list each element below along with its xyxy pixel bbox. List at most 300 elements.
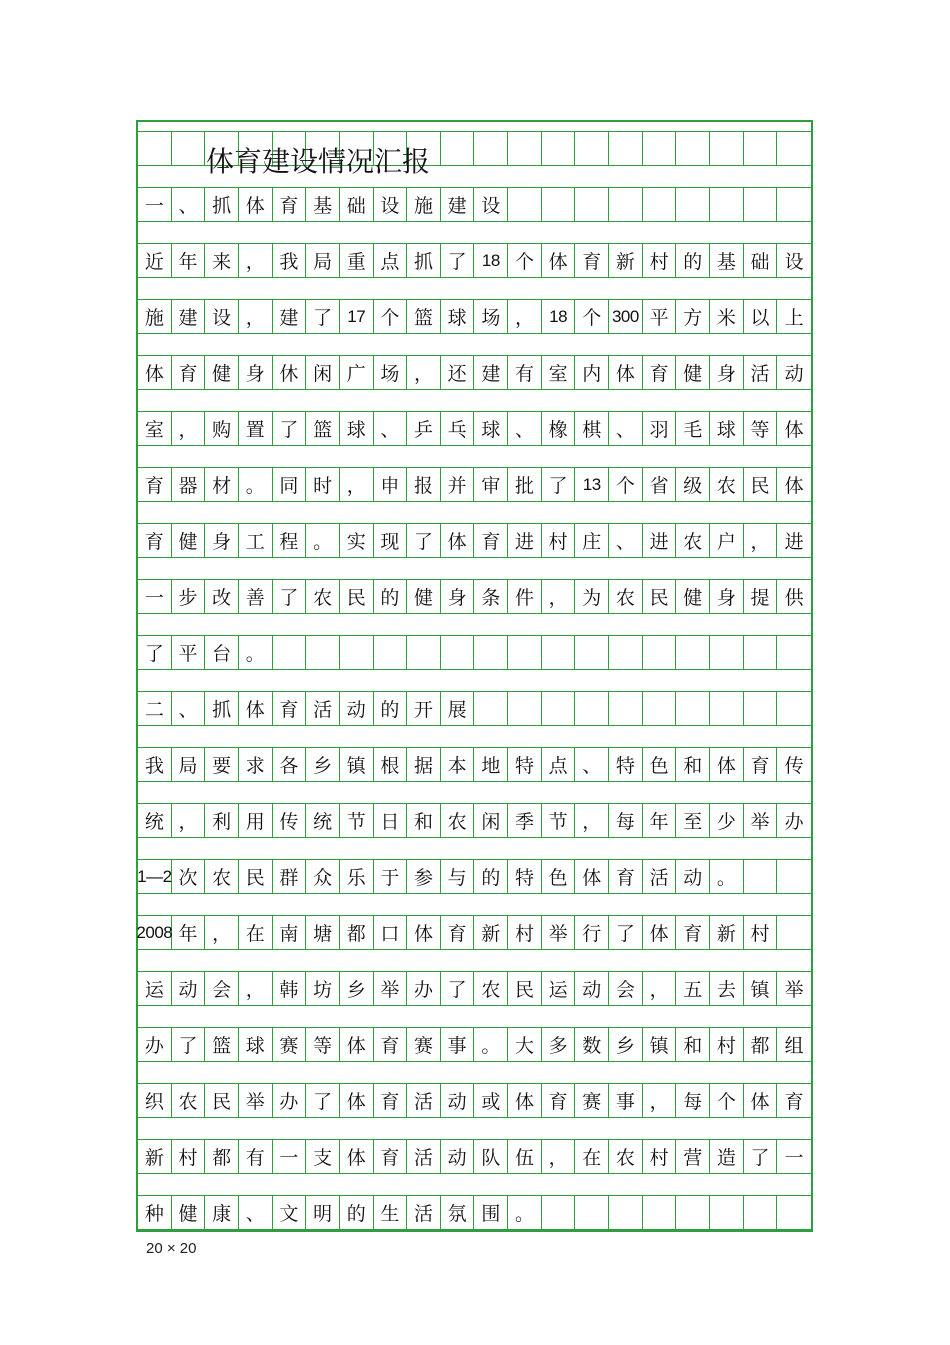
grid-gap-row bbox=[138, 1118, 811, 1140]
grid-cell: 村 bbox=[643, 244, 677, 277]
grid-cell: 础 bbox=[340, 188, 374, 221]
grid-cell bbox=[475, 636, 509, 669]
grid-cell: 动 bbox=[340, 692, 374, 725]
grid-cell: 根 bbox=[374, 748, 408, 781]
grid-cell bbox=[542, 188, 576, 221]
grid-cell bbox=[676, 1196, 710, 1229]
grid-cell: 了 bbox=[306, 1084, 340, 1117]
grid-cell: 有 bbox=[508, 356, 542, 389]
grid-cell: 等 bbox=[744, 412, 778, 445]
grid-cell: 要 bbox=[205, 748, 239, 781]
grid-cell: 的 bbox=[340, 1196, 374, 1229]
grid-cell bbox=[609, 188, 643, 221]
grid-cell: 育 bbox=[374, 1140, 408, 1173]
grid-gap-row bbox=[138, 122, 811, 132]
grid-cell: 种 bbox=[138, 1196, 172, 1229]
grid-cell: 传 bbox=[784, 755, 804, 777]
grid-cell: 了 bbox=[441, 244, 475, 277]
grid-cell: 办 bbox=[407, 972, 441, 1005]
grid-cell bbox=[575, 636, 609, 669]
grid-cell: 乡 bbox=[306, 748, 340, 781]
grid-cell: 设 bbox=[475, 188, 509, 221]
grid-cell: 运 bbox=[542, 972, 576, 1005]
grid-cell bbox=[777, 692, 811, 725]
grid-cell: 的 bbox=[374, 580, 408, 613]
grid-cell: 方 bbox=[676, 300, 710, 333]
grid-cell: 参 bbox=[407, 860, 441, 893]
grid-cell: 广 bbox=[340, 356, 374, 389]
grid-cell: 体 bbox=[710, 748, 744, 781]
grid-cell: 。 bbox=[239, 468, 273, 501]
grid-cell: 营 bbox=[676, 1140, 710, 1173]
grid-cell: 改 bbox=[205, 580, 239, 613]
grid-cell: 活 bbox=[306, 692, 340, 725]
grid-cell: 时 bbox=[306, 468, 340, 501]
grid-cell: 体 bbox=[508, 1084, 542, 1117]
grid-cell: ， bbox=[205, 916, 239, 949]
grid-cell: 赛 bbox=[575, 1084, 609, 1117]
grid-cell bbox=[609, 132, 643, 165]
grid-cell: 建 bbox=[441, 188, 475, 221]
grid-cell: 农 bbox=[676, 524, 710, 557]
grid-cell: 等 bbox=[306, 1028, 340, 1061]
grid-cell: 活 bbox=[744, 356, 778, 389]
grid-cell: 育 bbox=[374, 1028, 408, 1061]
grid-gap-row bbox=[138, 334, 811, 356]
grid-cell: 村 bbox=[172, 1140, 206, 1173]
grid-cell: 众 bbox=[306, 860, 340, 893]
grid-cell: 会 bbox=[609, 972, 643, 1005]
grid-cell: 1—2 bbox=[138, 860, 172, 893]
grid-cell: 点 bbox=[542, 748, 576, 781]
grid-cell: 特 bbox=[508, 860, 542, 893]
grid-gap-row bbox=[138, 1174, 811, 1196]
grid-cell: 育 bbox=[374, 1084, 408, 1117]
grid-cell: 设 bbox=[205, 300, 239, 333]
grid-cell: 抓 bbox=[205, 692, 239, 725]
grid-cell bbox=[138, 132, 172, 165]
grid-cell: ， bbox=[744, 524, 778, 557]
grid-cell: 动 bbox=[676, 860, 710, 893]
grid-cell: 了 bbox=[172, 1028, 206, 1061]
grid-cell: 条 bbox=[475, 580, 509, 613]
grid-cell bbox=[777, 188, 811, 221]
grid-gap-row bbox=[138, 502, 811, 524]
grid-cell: ， bbox=[643, 1084, 677, 1117]
grid-cell: 的 bbox=[676, 244, 710, 277]
grid-cell: ， bbox=[239, 972, 273, 1005]
grid-cell: 健 bbox=[676, 356, 710, 389]
grid-cell: ， bbox=[542, 1140, 576, 1173]
grid-cell: 同 bbox=[273, 468, 307, 501]
grid-cell: 18 bbox=[542, 300, 576, 333]
text-line-row bbox=[138, 692, 811, 726]
grid-cell: ， bbox=[508, 300, 542, 333]
grid-cell: 动 bbox=[441, 1084, 475, 1117]
grid-cell bbox=[643, 636, 677, 669]
grid-cell: 有 bbox=[239, 1140, 273, 1173]
grid-cell: 动 bbox=[784, 363, 804, 385]
grid-cell: 实 bbox=[340, 524, 374, 557]
grid-cell: 活 bbox=[407, 1140, 441, 1173]
text-line-row bbox=[138, 300, 811, 334]
grid-cell: 育 bbox=[643, 356, 677, 389]
grid-cell: 篮 bbox=[205, 1028, 239, 1061]
grid-cell: 育 bbox=[784, 1091, 804, 1113]
grid-cell: 都 bbox=[744, 1028, 778, 1061]
grid-cell: 级 bbox=[676, 468, 710, 501]
grid-cell: 乐 bbox=[340, 860, 374, 893]
grid-cell: 年 bbox=[172, 244, 206, 277]
grid-cell: 农 bbox=[609, 1140, 643, 1173]
grid-cell: 闲 bbox=[475, 804, 509, 837]
grid-cell: 身 bbox=[710, 580, 744, 613]
grid-cell bbox=[710, 1196, 744, 1229]
grid-cell: 行 bbox=[575, 916, 609, 949]
grid-cell: 施 bbox=[138, 300, 172, 333]
grid-cell: 乒 bbox=[407, 412, 441, 445]
grid-cell: 室 bbox=[542, 356, 576, 389]
grid-gap-row bbox=[138, 446, 811, 468]
grid-cell: 育 bbox=[138, 524, 172, 557]
grid-cell: 米 bbox=[710, 300, 744, 333]
grid-cell bbox=[542, 636, 576, 669]
grid-cell: 年 bbox=[643, 804, 677, 837]
grid-cell: 都 bbox=[340, 916, 374, 949]
grid-cell: 体 bbox=[340, 1028, 374, 1061]
grid-cell: 各 bbox=[273, 748, 307, 781]
grid-cell: 于 bbox=[374, 860, 408, 893]
text-line-row bbox=[138, 1196, 811, 1230]
grid-cell: 体 bbox=[784, 419, 804, 441]
grid-cell: 现 bbox=[374, 524, 408, 557]
grid-cell bbox=[542, 132, 576, 165]
grid-cell: 批 bbox=[508, 468, 542, 501]
grid-cell: 善 bbox=[239, 580, 273, 613]
grid-cell: 事 bbox=[441, 1028, 475, 1061]
grid-cell: 村 bbox=[508, 916, 542, 949]
grid-cell: 体 bbox=[138, 356, 172, 389]
grid-cell: 了 bbox=[273, 412, 307, 445]
grid-cell: 身 bbox=[441, 580, 475, 613]
grid-cell: 至 bbox=[676, 804, 710, 837]
title-row bbox=[138, 132, 811, 178]
grid-gap-row bbox=[138, 222, 811, 244]
grid-cell: 设 bbox=[374, 188, 408, 221]
grid-cell bbox=[575, 188, 609, 221]
grid-cell: 二 bbox=[138, 692, 172, 725]
grid-cell: 了 bbox=[138, 636, 172, 669]
grid-cell: 支 bbox=[306, 1140, 340, 1173]
grid-cell: 。 bbox=[306, 524, 340, 557]
text-line-row bbox=[138, 972, 811, 1006]
grid-cell: 健 bbox=[172, 1196, 206, 1229]
grid-cell: 还 bbox=[441, 356, 475, 389]
grid-cell: 步 bbox=[172, 580, 206, 613]
grid-cell: 大 bbox=[508, 1028, 542, 1061]
grid-cell bbox=[643, 188, 677, 221]
grid-cell: 、 bbox=[172, 692, 206, 725]
grid-cell: 新 bbox=[609, 244, 643, 277]
grid-cell: 乡 bbox=[340, 972, 374, 1005]
grid-cell: 18 bbox=[475, 244, 509, 277]
grid-cell: 抓 bbox=[205, 188, 239, 221]
grid-cell: 器 bbox=[172, 468, 206, 501]
grid-cell: 近 bbox=[138, 244, 172, 277]
grid-cell bbox=[744, 1196, 778, 1229]
grid-gap-row bbox=[138, 894, 811, 916]
grid-cell: 建 bbox=[172, 300, 206, 333]
grid-cell: 个 bbox=[508, 244, 542, 277]
grid-cell: 据 bbox=[407, 748, 441, 781]
grid-cell: 球 bbox=[710, 412, 744, 445]
grid-cell: 的 bbox=[475, 860, 509, 893]
text-line-row bbox=[138, 524, 811, 558]
grid-cell bbox=[508, 636, 542, 669]
grid-cell: 了 bbox=[441, 972, 475, 1005]
grid-cell: 韩 bbox=[273, 972, 307, 1005]
grid-cell bbox=[676, 692, 710, 725]
grid-cell: 生 bbox=[374, 1196, 408, 1229]
grid-cell bbox=[542, 692, 576, 725]
grid-cell: 。 bbox=[239, 636, 273, 669]
grid-cell: 活 bbox=[643, 860, 677, 893]
grid-cell: ， bbox=[172, 412, 206, 445]
manuscript-grid-sheet bbox=[136, 120, 813, 1232]
grid-cell: 场 bbox=[374, 356, 408, 389]
grid-cell: 求 bbox=[239, 748, 273, 781]
grid-cell: 健 bbox=[172, 524, 206, 557]
grid-cell: 传 bbox=[273, 804, 307, 837]
grid-cell: 举 bbox=[784, 979, 804, 1001]
grid-cell: 、 bbox=[508, 412, 542, 445]
grid-cell bbox=[542, 1196, 576, 1229]
grid-cell: 球 bbox=[441, 300, 475, 333]
grid-cell: 伍 bbox=[508, 1140, 542, 1173]
grid-cell: 去 bbox=[710, 972, 744, 1005]
grid-cell: 办 bbox=[273, 1084, 307, 1117]
grid-cell: 育 bbox=[542, 1084, 576, 1117]
grid-cell bbox=[744, 188, 778, 221]
grid-cell: 、 bbox=[609, 524, 643, 557]
grid-cell bbox=[475, 692, 509, 725]
grid-cell: 口 bbox=[374, 916, 408, 949]
grid-cell: 育 bbox=[676, 916, 710, 949]
text-line-row bbox=[138, 356, 811, 390]
grid-cell: 点 bbox=[374, 244, 408, 277]
grid-cell bbox=[777, 860, 811, 893]
grid-gap-row bbox=[138, 1006, 811, 1028]
grid-gap-row bbox=[138, 558, 811, 580]
grid-cell: 赛 bbox=[273, 1028, 307, 1061]
grid-cell: 在 bbox=[575, 1140, 609, 1173]
grid-cell: 以 bbox=[744, 300, 778, 333]
grid-cell: 球 bbox=[475, 412, 509, 445]
grid-cell: 文 bbox=[273, 1196, 307, 1229]
grid-cell: ， bbox=[239, 300, 273, 333]
grid-cell: 体 bbox=[784, 475, 804, 497]
grid-cell: 闲 bbox=[306, 356, 340, 389]
grid-cell: 了 bbox=[744, 1140, 778, 1173]
grid-cell: 村 bbox=[744, 916, 778, 949]
grid-cell: 。 bbox=[710, 860, 744, 893]
text-line-row bbox=[138, 1140, 811, 1174]
grid-cell: 办 bbox=[138, 1028, 172, 1061]
grid-cell: 300 bbox=[609, 300, 643, 333]
grid-cell: 举 bbox=[744, 804, 778, 837]
grid-cell bbox=[676, 132, 710, 165]
grid-cell: 动 bbox=[441, 1140, 475, 1173]
grid-cell: 身 bbox=[239, 356, 273, 389]
grid-cell: 、 bbox=[172, 188, 206, 221]
grid-cell: 平 bbox=[172, 636, 206, 669]
grid-cell: 场 bbox=[475, 300, 509, 333]
grid-cell: 育 bbox=[273, 692, 307, 725]
grid-cell: 局 bbox=[306, 244, 340, 277]
grid-cell: 日 bbox=[374, 804, 408, 837]
grid-cell: 、 bbox=[575, 748, 609, 781]
grid-cell: 办 bbox=[784, 811, 804, 833]
grid-cell: 我 bbox=[138, 748, 172, 781]
grid-cell: 13 bbox=[575, 468, 609, 501]
grid-cell: 育 bbox=[273, 188, 307, 221]
grid-cell: 体 bbox=[407, 916, 441, 949]
grid-cell bbox=[710, 636, 744, 669]
grid-cell: ， bbox=[542, 580, 576, 613]
grid-cell: 工 bbox=[239, 524, 273, 557]
grid-cell: 的 bbox=[374, 692, 408, 725]
grid-cell: 篮 bbox=[407, 300, 441, 333]
grid-cell: 事 bbox=[609, 1084, 643, 1117]
grid-cell bbox=[744, 636, 778, 669]
grid-gap-row bbox=[138, 1062, 811, 1084]
grid-cell: 和 bbox=[676, 748, 710, 781]
grid-cell: 建 bbox=[273, 300, 307, 333]
grid-cell: 村 bbox=[710, 1028, 744, 1061]
grid-cell: 农 bbox=[205, 860, 239, 893]
grid-cell: 围 bbox=[475, 1196, 509, 1229]
grid-cell: 重 bbox=[340, 244, 374, 277]
grid-cell: 举 bbox=[374, 972, 408, 1005]
grid-cell bbox=[340, 636, 374, 669]
grid-cell: 个 bbox=[575, 300, 609, 333]
grid-cell bbox=[273, 636, 307, 669]
grid-cell: 审 bbox=[475, 468, 509, 501]
grid-cell: 次 bbox=[172, 860, 206, 893]
grid-cell: 本 bbox=[441, 748, 475, 781]
grid-gap-row bbox=[138, 614, 811, 636]
grid-cell: 季 bbox=[508, 804, 542, 837]
grid-cell: 开 bbox=[407, 692, 441, 725]
grid-cell: 镇 bbox=[643, 1028, 677, 1061]
grid-cell: 程 bbox=[273, 524, 307, 557]
grid-cell: 特 bbox=[508, 748, 542, 781]
text-line-row bbox=[138, 636, 811, 670]
grid-cell: 体 bbox=[744, 1084, 778, 1117]
grid-cell: 件 bbox=[508, 580, 542, 613]
grid-cell bbox=[643, 1196, 677, 1229]
grid-size-label: 20 × 20 bbox=[146, 1240, 197, 1257]
grid-cell bbox=[676, 636, 710, 669]
grid-cell: 一 bbox=[273, 1140, 307, 1173]
grid-cell: 民 bbox=[643, 580, 677, 613]
grid-cell: 体 bbox=[239, 692, 273, 725]
grid-cell: 体 bbox=[609, 356, 643, 389]
grid-cell: 康 bbox=[205, 1196, 239, 1229]
grid-cell: 、 bbox=[609, 412, 643, 445]
grid-cell: 为 bbox=[575, 580, 609, 613]
text-line-row bbox=[138, 748, 811, 782]
grid-cell: 新 bbox=[710, 916, 744, 949]
grid-cell: 农 bbox=[172, 1084, 206, 1117]
grid-cell: 了 bbox=[306, 300, 340, 333]
grid-cell: 橡 bbox=[542, 412, 576, 445]
grid-cell: 省 bbox=[643, 468, 677, 501]
grid-cell: 平 bbox=[643, 300, 677, 333]
grid-cell: 体 bbox=[239, 188, 273, 221]
text-line-row bbox=[138, 916, 811, 950]
grid-cell: 赛 bbox=[407, 1028, 441, 1061]
grid-cell bbox=[374, 636, 408, 669]
grid-cell bbox=[575, 132, 609, 165]
grid-cell: 运 bbox=[138, 972, 172, 1005]
grid-cell: 施 bbox=[407, 188, 441, 221]
grid-cell: 购 bbox=[205, 412, 239, 445]
grid-cell: 体 bbox=[340, 1140, 374, 1173]
grid-cell: 。 bbox=[475, 1028, 509, 1061]
grid-cell: 数 bbox=[575, 1028, 609, 1061]
grid-cell bbox=[508, 692, 542, 725]
grid-cell: 每 bbox=[609, 804, 643, 837]
grid-cell: 地 bbox=[475, 748, 509, 781]
grid-cell: 体 bbox=[643, 916, 677, 949]
grid-cell: 建 bbox=[475, 356, 509, 389]
grid-cell: 镇 bbox=[340, 748, 374, 781]
grid-cell: 进 bbox=[643, 524, 677, 557]
grid-cell bbox=[777, 636, 811, 669]
grid-cell: 球 bbox=[340, 412, 374, 445]
text-line-row bbox=[138, 412, 811, 446]
grid-cell: 与 bbox=[441, 860, 475, 893]
text-line-row bbox=[138, 1028, 811, 1062]
grid-cell bbox=[777, 1196, 811, 1229]
grid-cell: 育 bbox=[441, 916, 475, 949]
grid-gap-row bbox=[138, 782, 811, 804]
grid-cell: 农 bbox=[306, 580, 340, 613]
grid-cell: 利 bbox=[205, 804, 239, 837]
grid-cell: 休 bbox=[273, 356, 307, 389]
grid-cell: 了 bbox=[407, 524, 441, 557]
grid-cell: 特 bbox=[609, 748, 643, 781]
grid-cell: 内 bbox=[575, 356, 609, 389]
grid-cell: 台 bbox=[205, 636, 239, 669]
grid-cell bbox=[609, 636, 643, 669]
grid-cell: 了 bbox=[273, 580, 307, 613]
grid-cell bbox=[744, 860, 778, 893]
grid-cell: 健 bbox=[407, 580, 441, 613]
grid-cell: 造 bbox=[710, 1140, 744, 1173]
grid-cell: 我 bbox=[273, 244, 307, 277]
grid-cell: 在 bbox=[239, 916, 273, 949]
grid-cell: 民 bbox=[508, 972, 542, 1005]
grid-cell: 南 bbox=[273, 916, 307, 949]
grid-cell: 体 bbox=[575, 860, 609, 893]
grid-cell: 坊 bbox=[306, 972, 340, 1005]
grid-cell bbox=[407, 636, 441, 669]
grid-cell: 17 bbox=[340, 300, 374, 333]
grid-cell: ， bbox=[239, 244, 273, 277]
grid-cell: 多 bbox=[542, 1028, 576, 1061]
